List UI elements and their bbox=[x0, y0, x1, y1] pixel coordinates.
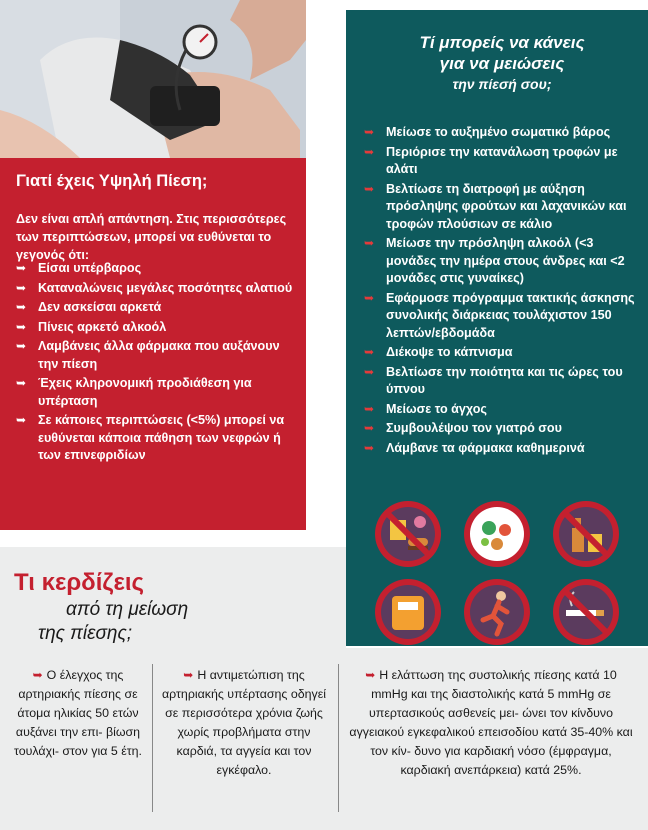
list-item: ➥ Σε κάποιες περιπτώσεις (<5%) μπορεί να ευθύνεται κάποια πάθηση των νεφρών ή των επινεφριδίων bbox=[16, 413, 285, 462]
arrow-icon: ➥ bbox=[364, 181, 375, 196]
list-item: ➥ Μείωσε το άγχος bbox=[364, 401, 646, 419]
arrow-icon: ➥ bbox=[364, 236, 375, 250]
healthy-plate-icon bbox=[461, 498, 533, 570]
list-item: ➥ Έχεις κληρονομική προδιάθεση για υπέρταση bbox=[16, 376, 252, 408]
arrow-icon: ➥ bbox=[32, 668, 43, 682]
arrow-icon: ➥ bbox=[364, 421, 375, 435]
gains-column-2: ➥ Η αντιμετώπιση της αρτηριακής υπέρτασης οδηγεί σε περισσότερα χρόνια ζωής χωρίς προβλήματα στην καρδιά, τα αγγεία και τον εγκέφαλο. bbox=[162, 668, 326, 777]
no-smoking-icon bbox=[550, 576, 622, 648]
arrow-icon: ➥ bbox=[16, 261, 27, 275]
gains-title-line1: Τι κερδίζεις bbox=[14, 569, 144, 596]
arrow-icon: ➥ bbox=[16, 413, 27, 427]
column-divider bbox=[338, 664, 339, 812]
arrow-icon: ➥ bbox=[16, 280, 27, 295]
actions-title-line3: την πίεσή σου; bbox=[452, 76, 552, 92]
actions-title bbox=[362, 32, 642, 95]
arrow-icon: ➥ bbox=[183, 668, 194, 682]
gains-title-line2: από τη μείωση bbox=[66, 599, 189, 620]
gains-column-3: ➥ Η ελάττωση της συστολικής πίεσης κατά 10 mmHg και της διαστολικής κατά 5 mmHg σε υπερτασικούς ασθενείς μει- ώνει τον κίνδυνο αγγειακού εγκεφαλικού επεισοδίου κατά 35-40% και τον κίν- δυνο για καρδιακή νόσο (έμφραγμα, καρδιακή ανεπάρκεια) κατά 25%. bbox=[349, 668, 633, 777]
actions-list bbox=[364, 124, 646, 459]
causes-list bbox=[16, 260, 302, 467]
actions-panel bbox=[346, 10, 648, 646]
gains-title-line3: της πίεσης; bbox=[38, 623, 132, 644]
list-item: ➥ Λαμβάνεις άλλα φάρμακα που αυξάνουν την πίεση bbox=[16, 339, 280, 371]
actions-title-line1: Τί μπορείς να κάνεις bbox=[419, 33, 585, 52]
arrow-icon: ➥ bbox=[364, 345, 375, 359]
list-item: ➥ Περιόρισε την κατανάλωση τροφών με αλάτι bbox=[364, 144, 618, 176]
arrow-icon: ➥ bbox=[364, 440, 375, 455]
list-item: ➥ Είσαι υπέρβαρος bbox=[16, 260, 302, 278]
column-divider bbox=[152, 664, 153, 812]
list-item: ➥ Βελτίωσε τη διατροφή με αύξηση πρόσληψης φρούτων και λαχανικών και τροφών πλούσιων σε κάλιο bbox=[364, 181, 627, 231]
arrow-icon: ➥ bbox=[364, 125, 375, 139]
gains-column-1: ➥ Ο έλεγχος της αρτηριακής πίεσης σε άτομα ηλικίας 50 ετών αυξάνει την επι- βίωση τουλάχι- στον για 5 έτη. bbox=[14, 668, 142, 758]
running-icon bbox=[461, 576, 533, 648]
blood-pressure-photo bbox=[0, 0, 306, 158]
causes-panel bbox=[0, 158, 306, 530]
list-item: ➥ Διέκοψε το κάπνισμα bbox=[364, 344, 646, 362]
list-item: ➥ Συμβουλέψου τον γιατρό σου bbox=[364, 420, 646, 438]
scale-icon bbox=[372, 576, 444, 648]
list-item: ➥ Πίνεις αρκετό αλκοόλ bbox=[16, 319, 302, 337]
arrow-icon: ➥ bbox=[16, 339, 27, 353]
gains-header bbox=[0, 547, 346, 648]
actions-title-line2: για να μειώσεις bbox=[439, 54, 565, 73]
no-junk-food-icon bbox=[372, 498, 444, 570]
blood-pressure-illustration bbox=[0, 0, 306, 158]
causes-intro: Δεν είναι απλή απάντηση. Στις περισσότερες των περιπτώσεων, μπορεί να ευθύνεται το γεγονός ότι: bbox=[16, 212, 287, 262]
list-item: ➥ Λάμβανε τα φάρμακα καθημερινά bbox=[364, 440, 646, 458]
arrow-icon: ➥ bbox=[364, 364, 375, 379]
causes-title: Γιατί έχεις Υψηλή Πίεση; bbox=[16, 172, 208, 190]
list-item: ➥ Δεν ασκείσαι αρκετά bbox=[16, 299, 302, 317]
arrow-icon: ➥ bbox=[364, 401, 375, 416]
list-item: ➥ Μείωσε την πρόσληψη αλκοόλ (<3 μονάδες την ημέρα στους άνδρες και <2 μονάδες στις γυναίκες) bbox=[364, 236, 625, 285]
arrow-icon: ➥ bbox=[16, 319, 27, 334]
no-alcohol-icon bbox=[550, 498, 622, 570]
arrow-icon: ➥ bbox=[365, 668, 376, 682]
arrow-icon: ➥ bbox=[16, 300, 27, 314]
arrow-icon: ➥ bbox=[16, 376, 27, 390]
list-item: ➥ Καταναλώνεις μεγάλες ποσότητες αλατιού bbox=[16, 280, 302, 298]
list-item: ➥ Βελτίωσε την ποιότητα και τις ώρες του ύπνου bbox=[364, 364, 623, 396]
arrow-icon: ➥ bbox=[364, 290, 375, 305]
arrow-icon: ➥ bbox=[364, 144, 375, 159]
list-item: ➥ Μείωσε το αυξημένο σωματικό βάρος bbox=[364, 124, 646, 142]
list-item: ➥ Εφάρμοσε πρόγραμμα τακτικής άσκησης συνολικής διάρκειας τουλάχιστον 150 λεπτών/εβδομάδα bbox=[364, 290, 635, 340]
gains-columns bbox=[0, 648, 648, 830]
